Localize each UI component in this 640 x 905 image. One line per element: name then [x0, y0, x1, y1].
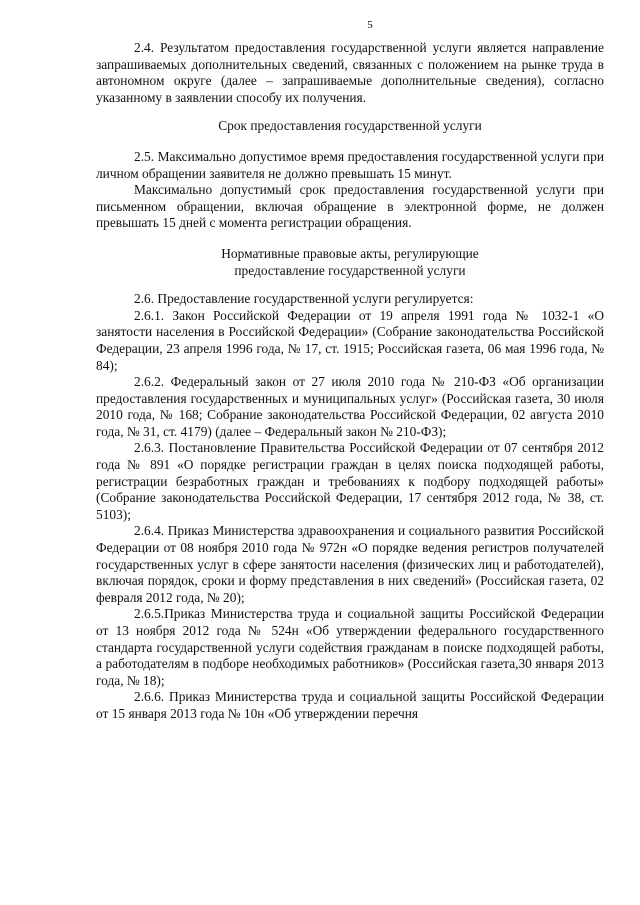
paragraph-2-4: 2.4. Результатом предоставления государственной услуги является направление запрашиваемых дополнительных сведений, связанных с положением на рынке труда в автономном округе (далее – запрашиваемые дополнительные сведения), согласно указанному в заявлении способу их получения.: [96, 40, 604, 105]
paragraph-2-6-2: 2.6.2. Федеральный закон от 27 июля 2010 года № 210-ФЗ «Об организации предоставления государственных и муниципальных услуг» (Российская газета, 30 июля 2010 года, № 168; Собрание законодательства Российской Федерации, 02 августа 2010 года, № 31, ст. 4179) (далее – Федеральный закон № 210-ФЗ);: [96, 374, 604, 439]
paragraph-2-6-4: 2.6.4. Приказ Министерства здравоохранения и социального развития Российской Федерации от 08 ноября 2010 года № 972н «О порядке ведения регистров получателей государственных услуг в сфере занятости населения (физических лиц и работодателей), включая порядок, сроки и форму представления в них сведений» (Российская газета, 02 февраля 2012 года, № 20);: [96, 523, 604, 605]
paragraph-2-6-1: 2.6.1. Закон Российской Федерации от 19 апреля 1991 года № 1032-1 «О занятости населения в Российской Федерации» (Собрание законодательства Российской Федерации, 23 апреля 1996 года, № 17, ст. 1915; Российская газета, 06 мая 1996 года, № 84);: [96, 307, 604, 373]
page-number: 5: [367, 19, 373, 31]
paragraph-2-6: 2.6. Предоставление государственной услуги регулируется:: [134, 291, 474, 307]
paragraph-2-5: 2.5. Максимально допустимое время предоставления государственной услуги при личном обращении заявителя не должно превышать 15 минут.: [96, 148, 604, 181]
paragraph-2-6-3: 2.6.3. Постановление Правительства Российской Федерации от 07 сентября 2012 года № 891 «О порядке регистрации граждан в целях поиска подходящей работы, регистрации безработных граждан и требованиях к подбору подходящей работы» (Собрание законодательства Российской Федерации, 17 сентября 2012 года, № 38, ст. 5103);: [96, 440, 604, 522]
section-heading-acts-line1: Нормативные правовые акты, регулирующие: [221, 245, 479, 261]
paragraph-2-6-6: 2.6.6. Приказ Министерства труда и социальной защиты Российской Федерации от 15 января 2013 года № 10н «Об утверждении перечня: [96, 689, 604, 721]
section-heading-term: Срок предоставления государственной услуги: [218, 118, 482, 134]
section-heading-acts: [96, 246, 604, 279]
paragraph-2-6-5: 2.6.5.Приказ Министерства труда и социальной защиты Российской Федерации от 13 ноября 2012 года № 524н «Об утверждении федерального государственного стандарта государственной услуги содействия гражданам в поиске подходящей работы, а работодателям в подборе необходимых работников» (Российская газета,30 января 2013 года, № 18);: [96, 606, 604, 688]
section-heading-acts-line2: предоставление государственной услуги: [234, 262, 466, 278]
document-page: [96, 18, 604, 723]
paragraph-2-5-written: Максимально допустимый срок предоставления государственной услуги при письменном обращении, включая обращение в электронной форме, не должен превышать 15 дней с момента регистрации обращения.: [96, 182, 604, 231]
